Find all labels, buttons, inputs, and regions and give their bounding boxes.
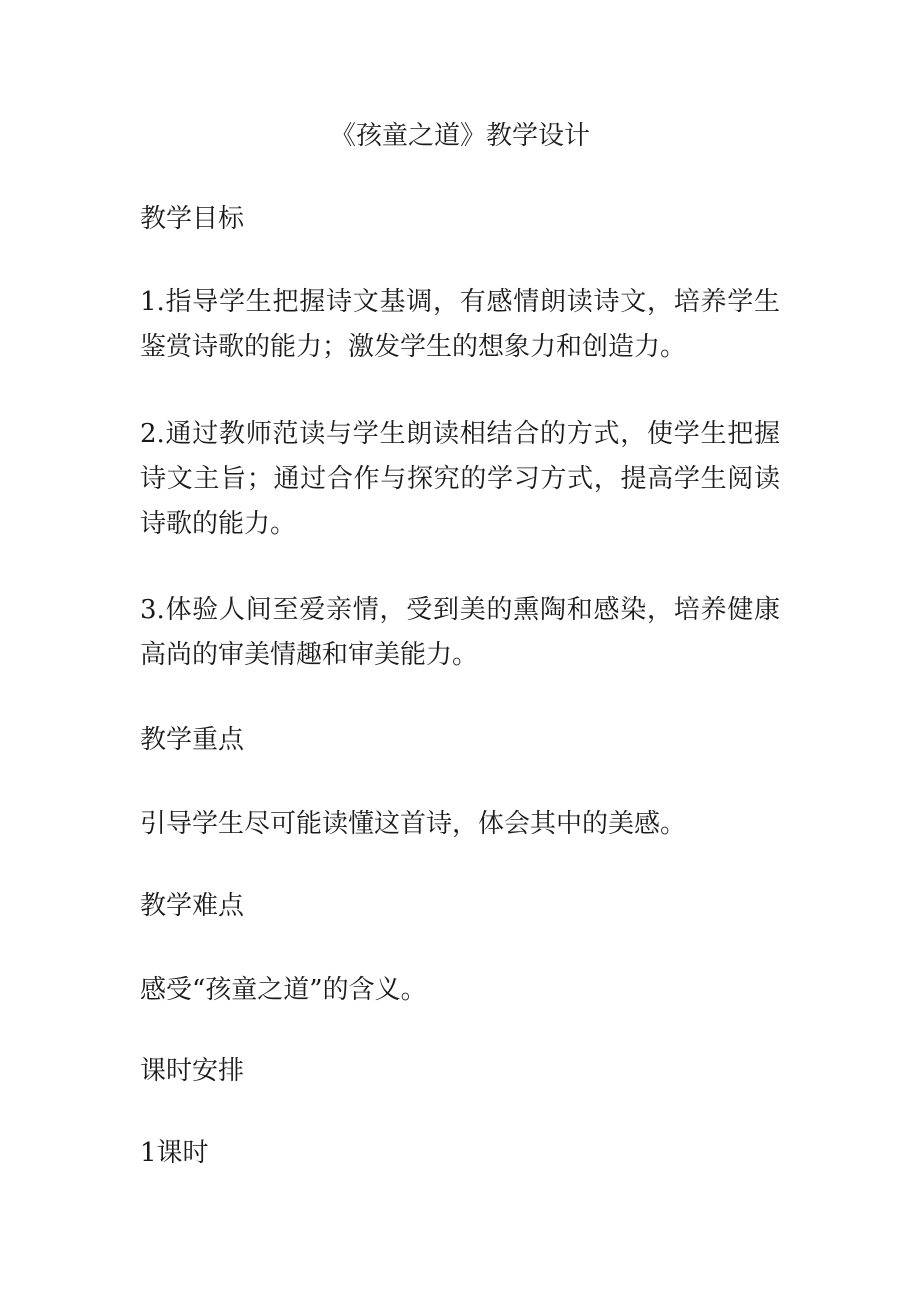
- objective-item-3: 3.体验人间至爱亲情，受到美的熏陶和感染，培养健康高尚的审美情趣和审美能力。: [140, 595, 780, 670]
- document-title: 《孩童之道》教学设计: [329, 121, 590, 151]
- objective-item-2: 2.通过教师范读与学生朗读相结合的方式，使学生把握诗文主旨；通过合作与探究的学习方式，提高学生阅读诗歌的能力。: [140, 419, 780, 539]
- schedule-item: 1课时: [140, 1138, 209, 1168]
- key-point-item: 引导学生尽可能读懂这首诗，体会其中的美感。: [140, 809, 687, 839]
- objective-item-1: 1.指导学生把握诗文基调，有感情朗读诗文，培养学生鉴赏诗歌的能力；激发学生的想象力和创造力。: [140, 287, 780, 362]
- section-heading-schedule: 课时安排: [140, 1056, 245, 1086]
- section-heading-key-points: 教学重点: [140, 725, 245, 755]
- section-heading-objectives: 教学目标: [140, 204, 245, 234]
- section-heading-difficulties: 教学难点: [140, 891, 245, 921]
- difficulty-item: 感受“孩童之道”的含义。: [140, 975, 427, 1005]
